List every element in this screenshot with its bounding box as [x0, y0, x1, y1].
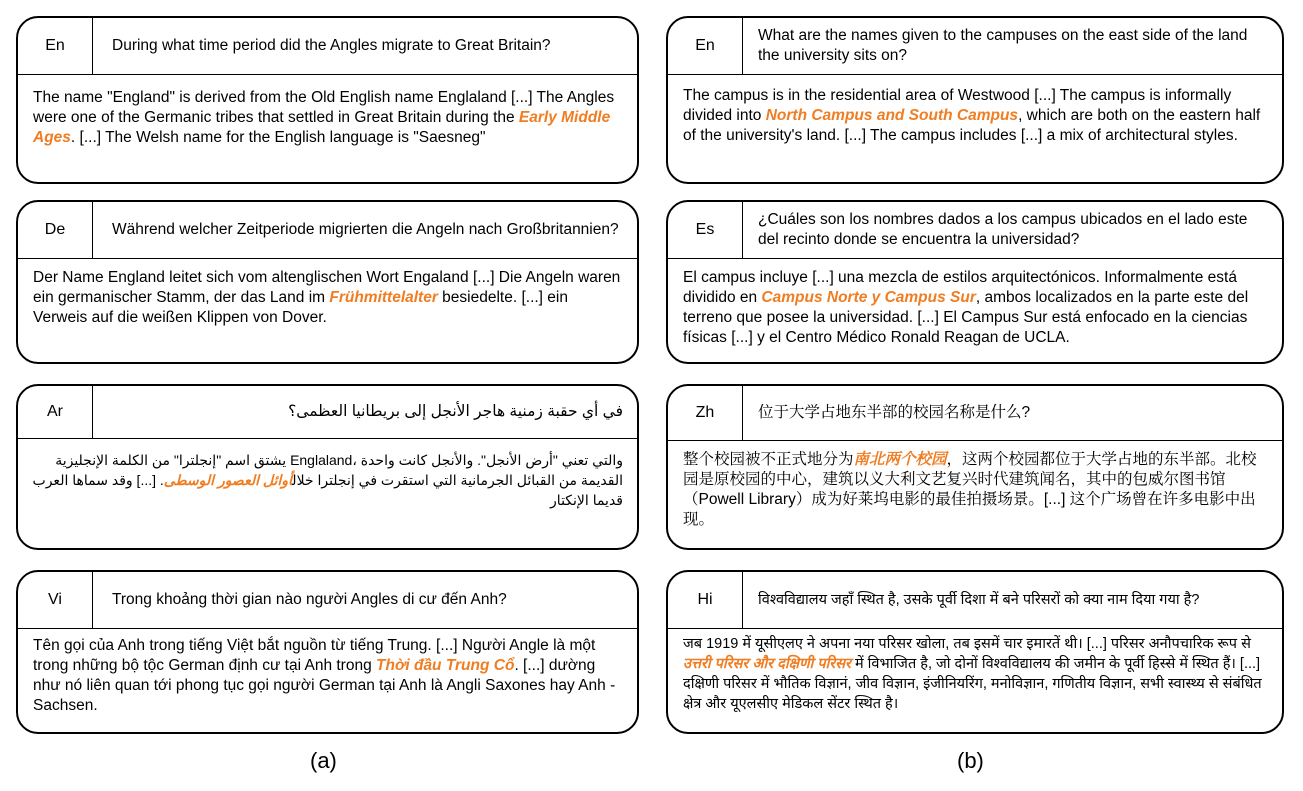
question-row	[668, 18, 1282, 75]
context-after: , which are both on the eastern half of the university's land. [...] The campus includes [...] a mix of architectural styles.	[683, 107, 1261, 144]
qa-card-en-b	[666, 16, 1284, 184]
context-after: , ambos localizados en la parte este del terreno que posee la universidad. [...] El Campus Sur está enfocado en la ciencias físicas [...] y el Centro Médico Ronald Reagan de UCLA.	[683, 289, 1249, 346]
qa-card-en-a	[16, 16, 639, 184]
question-text: विश्वविद्यालय जहाँ स्थित है, उसके पूर्वी दिशा में बने परिसरों को क्या नाम दिया गया है?	[758, 592, 1200, 608]
context-before: The name "England" is derived from the Old English name Englaland [...] The Angles were one of the Germanic tribes that settled in Great Britain during the	[33, 89, 615, 126]
language-code: Ar	[18, 386, 93, 438]
context-text	[33, 88, 625, 148]
question-row	[18, 572, 637, 629]
context-text	[683, 450, 1270, 530]
question-row	[18, 18, 637, 75]
qa-card-vi-a	[16, 570, 639, 734]
language-code: Vi	[18, 572, 93, 628]
qa-card-es-b	[666, 200, 1284, 364]
answer-span: उत्तरी परिसर और दक्षिणी परिसर	[683, 656, 851, 672]
question-text: 位于大学占地东半部的校园名称是什么?	[758, 404, 1031, 421]
panel-caption: (a)	[310, 748, 337, 773]
language-code: De	[18, 202, 93, 258]
context-after: . [...] The Welsh name for the English language is "Saesneg"	[70, 129, 486, 146]
question-text: Trong khoảng thời gian nào người Angles di cư đến Anh?	[112, 591, 507, 608]
qa-card-hi-b	[666, 570, 1284, 734]
language-code: En	[668, 18, 743, 74]
context-after: . [...] وقد سماها العرب قديما الإنكتار	[32, 472, 623, 508]
context-text	[683, 634, 1270, 714]
language-code: Es	[668, 202, 743, 258]
question-row	[668, 386, 1282, 441]
context-text	[32, 450, 623, 510]
context-after: . [...] dường như nó liên quan tới phong tục gọi người German tại Anh là Angli Saxones hay Anh - Sachsen.	[33, 657, 616, 714]
context-text	[33, 636, 625, 716]
question-text: في أي حقبة زمنية هاجر الأنجل إلى بريطانيا العظمى؟	[288, 403, 623, 420]
answer-span: أوائل العصور الوسطى	[163, 472, 293, 488]
qa-card-ar-a	[16, 384, 639, 550]
context-before: The campus is in the residential area of Westwood [...] The campus is informally divided into	[683, 87, 1232, 124]
context-before: जब 1919 में यूसीएलए ने अपना नया परिसर खोला, तब इसमें चार इमारतें थी। [...] परिसर अनौपचारिक रूप से	[683, 636, 1251, 652]
question-text: During what time period did the Angles migrate to Great Britain?	[112, 37, 551, 54]
panel-caption: (b)	[957, 748, 984, 773]
context-before: Tên gọi của Anh trong tiếng Việt bắt nguồn từ tiếng Trung. [...] Người Angle là một trong những bộ tộc German định cư tại Anh trong	[33, 637, 596, 674]
answer-span: Campus Norte y Campus Sur	[761, 289, 976, 306]
question-text: What are the names given to the campuses on the east side of the land the university sits on?	[758, 27, 1248, 64]
question-row	[18, 202, 637, 259]
context-after: besiedelte. [...] ein Verweis auf die weißen Klippen von Dover.	[33, 289, 568, 326]
context-before: Der Name England leitet sich vom altenglischen Wort Engaland [...] Die Angeln waren ein germanischer Stamm, der das Land im	[33, 269, 621, 306]
language-code: Zh	[668, 386, 743, 440]
context-text	[33, 268, 625, 328]
context-before: El campus incluye [...] una mezcla de estilos arquitectónicos. Informalmente está dividido en	[683, 269, 1237, 306]
language-code: Hi	[668, 572, 743, 628]
question-text: Während welcher Zeitperiode migrierten die Angeln nach Großbritannien?	[112, 221, 619, 238]
context-after: में विभाजित है, जो दोनों विश्वविद्यालय की जमीन के पूर्वी हिस्से में स्थित हैं। [...] दक्षिणी परिसर में भौतिक विज्ञानं, जीव विज्ञान, इंजीनियरिंग, मनोविज्ञान, गणितीय विज्ञान, सभी स्वास्थ्य से संबंधित क्षेत्र और यूएलसीए मेडिकल सेंटर स्थित है।	[683, 656, 1262, 712]
answer-span: Thời đầu Trung Cổ	[376, 657, 515, 674]
context-before: والتي تعني "أرض الأنجل". والأنجل كانت واحدة ،Englaland يشتق اسم "إنجلترا" من الكلمة الإنجليزية القديمة من القبائل الجرمانية التي استقرت في إنجلترا خلال	[55, 452, 623, 488]
answer-span: 南北两个校园	[853, 451, 947, 468]
context-text	[683, 268, 1270, 348]
context-before: 整个校园被不正式地分为	[683, 451, 854, 468]
question-row	[668, 572, 1282, 629]
question-row	[18, 386, 637, 439]
qa-card-de-a	[16, 200, 639, 364]
qa-card-zh-b	[666, 384, 1284, 550]
question-text: ¿Cuáles son los nombres dados a los campus ubicados en el lado este del recinto donde se encuentra la universidad?	[758, 211, 1248, 248]
question-row	[668, 202, 1282, 259]
answer-span: North Campus and South Campus	[765, 107, 1019, 124]
language-code: En	[18, 18, 93, 74]
answer-span: Frühmittelalter	[329, 289, 438, 306]
context-text	[683, 86, 1270, 146]
context-after: ，这两个校园都位于大学占地的东半部。北校园是原校园的中心，建筑以义大利文艺复兴时代建筑闻名，其中的包威尔图书馆（Powell Library）成为好莱坞电影的最佳拍摄场景。[...] 这个广场曾在许多电影中出现。	[683, 451, 1257, 528]
answer-span: Early Middle Ages	[33, 109, 611, 146]
